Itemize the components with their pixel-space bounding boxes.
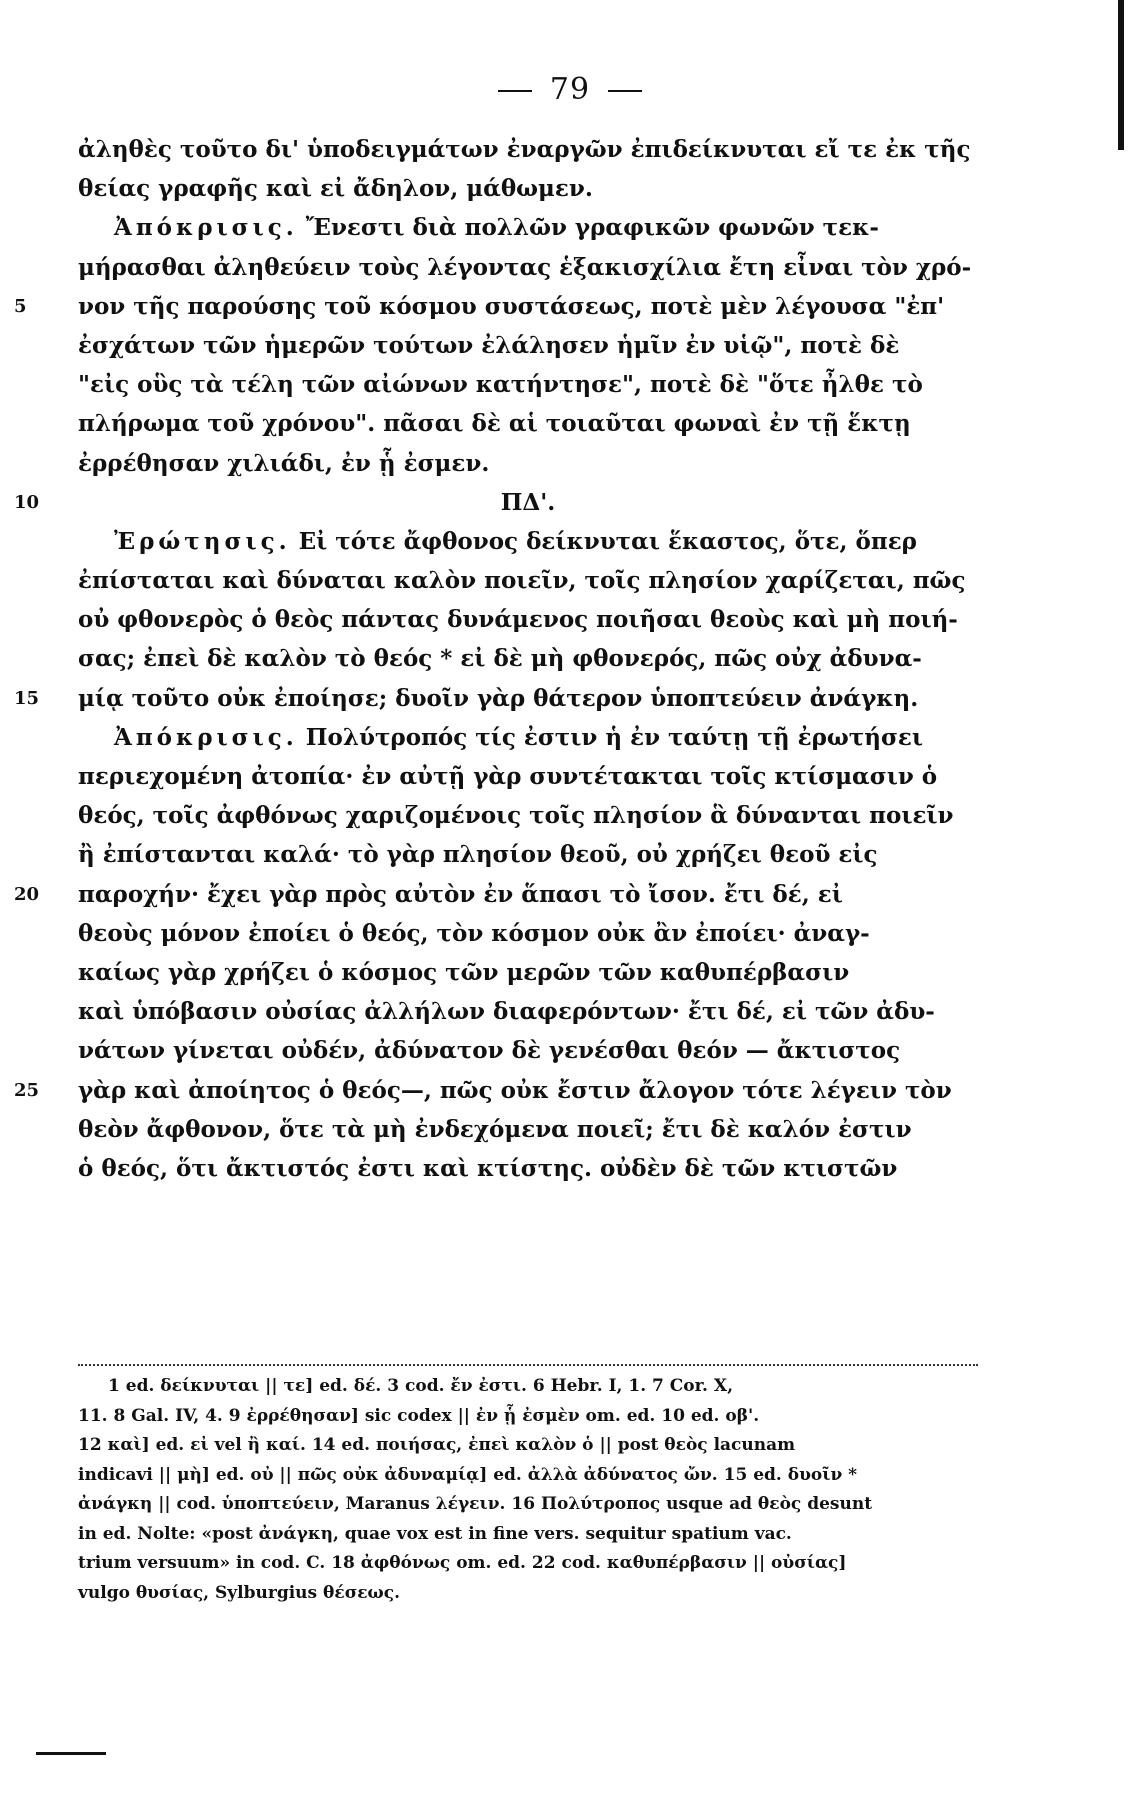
line-text: καίως γὰρ χρήζει ὁ κόσμος τῶν μερῶν τῶν καθυπέρβασιν [78, 958, 850, 986]
page-bottom-rule [36, 1752, 106, 1755]
footnote-line: ἀνάγκη || cod. ὑποπτεύειν, Maranus λέγειν. 16 Πολύτροπος usque ad θεὸς desunt [78, 1494, 873, 1514]
speaker-label: Ἀπόκρισις. [114, 723, 298, 751]
line-text: παροχήν· ἔχει γὰρ πρὸς αὐτὸν ἐν ἅπασι τὸ ἴσον. ἔτι δέ, εἰ [78, 880, 843, 908]
text-line [78, 248, 978, 287]
text-line [78, 208, 978, 247]
text-line [78, 914, 978, 953]
header-dash-right [608, 90, 642, 92]
line-text: ἢ ἐπίστανται καλά· τὸ γὰρ πλησίον θεοῦ, οὐ χρήζει θεοῦ εἰς [78, 841, 878, 869]
line-text: ἐρρέθησαν χιλιάδι, ἐν ᾗ ἐσμεν. [78, 449, 490, 477]
section-heading [14, 483, 978, 522]
line-text: Ἔνεστι διὰ πολλῶν γραφικῶν φωνῶν τεκ- [297, 214, 879, 242]
line-text: γὰρ καὶ ἀποίητος ὁ θεός—, πῶς οὐκ ἔστιν ἄλογον τότε λέγειν τὸν [78, 1076, 952, 1104]
text-line [78, 365, 978, 404]
text-line [78, 718, 978, 757]
text-line [14, 679, 978, 718]
text-line [78, 953, 978, 992]
line-number: 15 [14, 687, 40, 709]
text-line [78, 522, 978, 561]
text-line [14, 1071, 978, 1110]
text-line [78, 561, 978, 600]
line-text: σας; ἐπεὶ δὲ καλὸν τὸ θεός * εἰ δὲ μὴ φθονερός, πῶς οὐχ ἀδυνα- [78, 645, 922, 673]
line-text: θείας γραφῆς καὶ εἰ ἄδηλον, μάθωμεν. [78, 175, 593, 203]
text-line [78, 404, 978, 443]
critical-apparatus [78, 1372, 978, 1608]
text-line [78, 796, 978, 835]
text-line [78, 444, 978, 483]
line-text: Εἰ τότε ἄφθονος δείκνυται ἕκαστος, ὅτε, ὅπερ [290, 527, 917, 555]
line-text: περιεχομένη ἀτοπία· ἐν αὐτῇ γὰρ συντέτακται τοῖς κτίσμασιν ὁ [78, 763, 938, 790]
page-number-header [0, 72, 1140, 107]
page-number: 79 [549, 72, 591, 107]
line-text: ΠΔ'. [500, 488, 556, 516]
header-dash-left [498, 90, 532, 92]
line-text: "εἰς οὓς τὰ τέλη τῶν αἰώνων κατήντησε", ποτὲ δὲ "ὅτε ἦλθε τὸ [78, 371, 923, 399]
line-number: 5 [14, 295, 27, 317]
line-number: 10 [14, 491, 40, 513]
text-line [78, 1149, 978, 1188]
speaker-label: Ἀπόκρισις. [114, 214, 298, 242]
footnote-line: 12 καὶ] ed. εἰ vel ἢ καί. 14 ed. ποιήσας, ἐπεὶ καλὸν ὁ || post θεὸς lacunam [78, 1435, 796, 1455]
text-line [78, 1110, 978, 1149]
line-number: 20 [14, 883, 40, 905]
line-text: πλήρωμα τοῦ χρόνου". πᾶσαι δὲ αἱ τοιαῦται φωναὶ ἐν τῇ ἕκτῃ [78, 410, 911, 438]
text-line [78, 1031, 978, 1070]
text-line [78, 757, 978, 796]
main-text [14, 130, 978, 1188]
footnote-line: 11. 8 Gal. IV, 4. 9 ἐρρέθησαν] sic codex || ἐν ᾗ ἐσμὲν om. ed. 10 ed. οβ'. [78, 1405, 760, 1426]
line-text: νον τῆς παρούσης τοῦ κόσμου συστάσεως, ποτὲ μὲν λέγουσα "ἐπ' [78, 292, 945, 320]
footnote-line: trium versuum» in cod. C. 18 ἀφθόνως om. ed. 22 cod. καθυπέρβασιν || οὐσίας] [78, 1553, 847, 1573]
line-text: ἐσχάτων τῶν ἡμερῶν τούτων ἐλάλησεν ἡμῖν ἐν υἱῷ", ποτὲ δὲ [78, 331, 900, 359]
line-text: καὶ ὑπόβασιν οὐσίας ἀλλήλων διαφερόντων· ἔτι δέ, εἰ τῶν ἀδυ- [78, 998, 935, 1026]
line-text: θεοὺς μόνον ἐποίει ὁ θεός, τὸν κόσμον οὐκ ἂν ἐποίει· ἀναγ- [78, 919, 870, 947]
line-text: ἀληθὲς τοῦτο δι' ὑποδειγμάτων ἐναργῶν ἐπιδείκνυται εἴ τε ἐκ τῆς [78, 136, 971, 163]
text-line [78, 130, 978, 169]
text-line [78, 992, 978, 1031]
text-line [78, 326, 978, 365]
line-text: Πολύτροπός τίς ἐστιν ἡ ἐν ταύτῃ τῇ ἐρωτήσει [297, 723, 924, 751]
text-line [78, 639, 978, 678]
footnote-line: 1 ed. δείκνυται || τε] ed. δέ. 3 cod. ἔν ἐστι. 6 Hebr. I, 1. 7 Cor. X, [108, 1376, 733, 1396]
footnote-line: vulgo θυσίας, Sylburgius θέσεως. [78, 1582, 401, 1603]
line-text: μίᾳ τοῦτο οὐκ ἐποίησε; δυοῖν γὰρ θάτερον ὑποπτεύειν ἀνάγκη. [78, 684, 919, 712]
footnote-separator [78, 1364, 978, 1366]
text-line [78, 835, 978, 874]
footnote-line: in ed. Nolte: «post ἀνάγκη, quae vox est in fine vers. sequitur spatium vac. [78, 1523, 792, 1544]
line-text: θεὸν ἄφθονον, ὅτε τὰ μὴ ἐνδεχόμενα ποιεῖ; ἔτι δὲ καλόν ἐστιν [78, 1115, 912, 1143]
text-line [78, 169, 978, 208]
line-text: οὐ φθονερὸς ὁ θεὸς πάντας δυνάμενος ποιῆσαι θεοὺς καὶ μὴ ποιή- [78, 606, 958, 634]
text-line [14, 287, 978, 326]
line-text: νάτων γίνεται οὐδέν, ἀδύνατον δὲ γενέσθαι θεόν — ἄκτιστος [78, 1037, 901, 1065]
text-line [14, 875, 978, 914]
speaker-label: Ἐρώτησις. [114, 527, 291, 555]
text-line [78, 600, 978, 639]
line-text: θεός, τοῖς ἀφθόνως χαριζομένοις τοῖς πλησίον ἃ δύνανται ποιεῖν [78, 802, 954, 830]
line-text: ὁ θεός, ὅτι ἄκτιστός ἐστι καὶ κτίστης. οὐδὲν δὲ τῶν κτιστῶν [78, 1154, 898, 1182]
line-text: μήρασθαι ἀληθεύειν τοὺς λέγοντας ἑξακισχίλια ἔτη εἶναι τὸν χρό- [78, 253, 972, 281]
line-text: ἐπίσταται καὶ δύναται καλὸν ποιεῖν, τοῖς πλησίον χαρίζεται, πῶς [78, 567, 966, 595]
line-number: 25 [14, 1079, 40, 1101]
footnote-line: indicavi || μὴ] ed. οὐ || πῶς οὐκ ἀδυναμίᾳ] ed. ἀλλὰ ἀδύνατος ὤν. 15 ed. δυοῖν * [78, 1464, 858, 1485]
